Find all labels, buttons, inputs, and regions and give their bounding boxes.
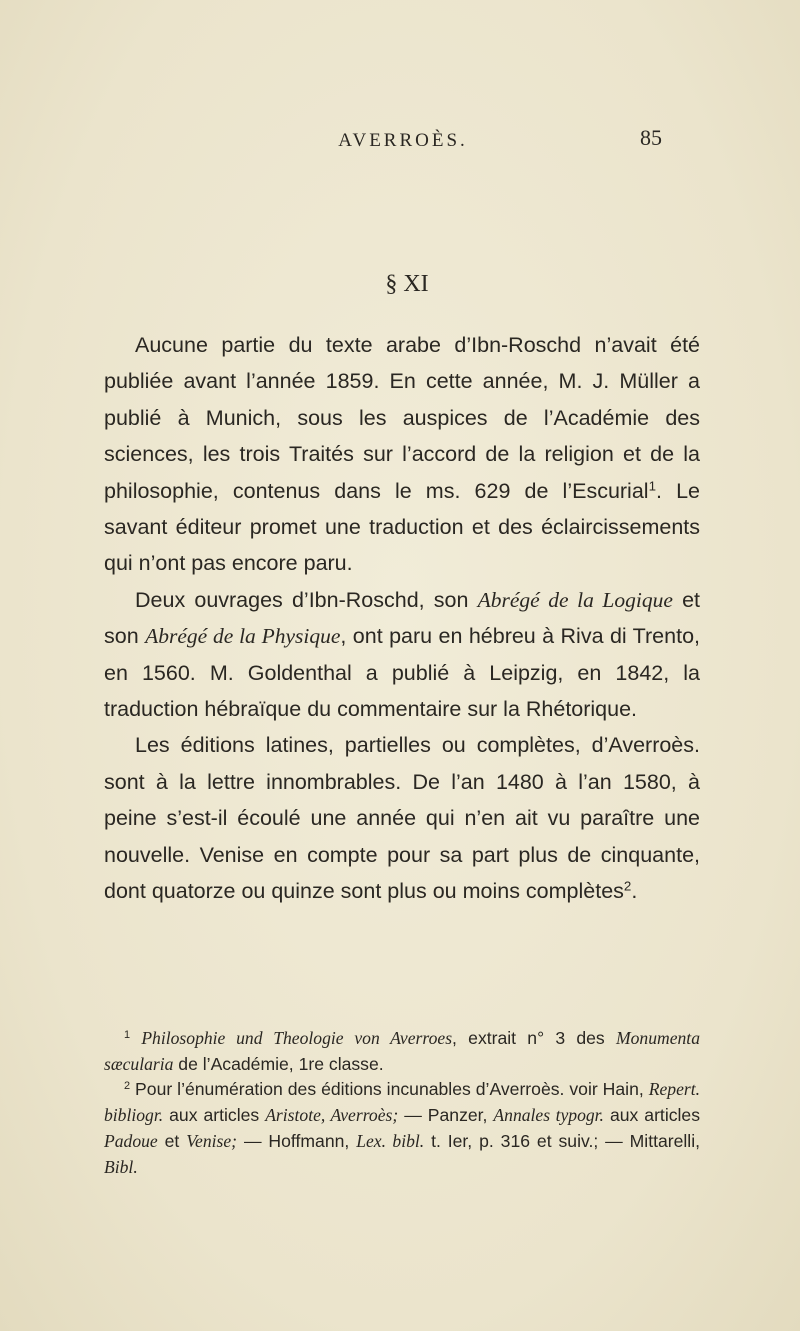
footnote-2-ref-hoffmann: Lex. bibl.	[356, 1131, 425, 1151]
footnote-2-text-e: et	[157, 1131, 187, 1151]
footnote-1-title: Philosophie und Theologie von Averroes	[141, 1028, 453, 1048]
footnote-2-ref-bibl: Bibl.	[104, 1157, 138, 1177]
page-number: 85	[640, 125, 662, 150]
footnote-2-ref-venise: Venise;	[186, 1131, 238, 1151]
footnote-1	[104, 1025, 700, 1077]
footnote-2-ref-padoue: Padoue	[104, 1131, 158, 1151]
paragraph-3	[104, 727, 700, 909]
paragraph-1-end: . Le savant éditeur promet une traduction et des éclaircissements qui n’ont pas encore paru.	[104, 478, 700, 576]
running-head: AVERROÈS.	[338, 130, 468, 151]
footnote-2-text-a: Pour l’énumération des éditions incunables d’Averroès. voir Hain,	[135, 1079, 649, 1099]
section-title: § XI	[385, 271, 429, 297]
book-title-logique: Abrégé de la Logique	[477, 587, 673, 612]
footnote-1-text-b: de l’Académie, 1re classe.	[173, 1054, 384, 1074]
footnote-2	[104, 1076, 700, 1180]
footnote-2-text-f: — Hoffmann,	[237, 1131, 357, 1151]
footnote-1-title2: Monumenta sæcularia	[104, 1028, 700, 1074]
body-text	[104, 327, 700, 910]
footnote-2-ref-panzer: Annales typogr.	[493, 1105, 604, 1125]
paragraph-1-text: Aucune partie du texte arabe d’Ibn-Roschd n’avait été publiée avant l’année 1859. En cette année, M. J. Müller a publié à Munich, sous les auspices de l’Académie des sciences, les trois Traités sur l’accord de la religion et de la philosophie, contenus dans le ms. 629 de l’Escurial	[104, 333, 700, 503]
footnote-2-ref-articles: Aristote, Averroès;	[265, 1105, 399, 1125]
footnote-ref-2: 2	[623, 878, 632, 894]
footnote-2-text-c: — Panzer,	[398, 1105, 494, 1125]
footnote-2-ref-hain: Repert. bibliogr.	[104, 1079, 701, 1125]
footnote-2-mark: 2	[124, 1080, 131, 1092]
paragraph-1	[104, 327, 700, 582]
paragraph-2-start: Deux ouvrages d’Ibn-Roschd, son	[135, 587, 478, 612]
footnote-2-text-b: aux articles	[163, 1105, 266, 1125]
footnote-2-text-g: t. Ier, p. 316 et suiv.; — Mittarelli,	[424, 1131, 701, 1151]
footnote-ref-1: 1	[648, 478, 656, 494]
paragraph-2-end: , ont paru en hébreu à Riva di Trento, en 1560. M. Goldenthal a publié à Leipzig, en 1842, la traduction hébraïque du commentaire sur la Rhétorique.	[104, 624, 701, 722]
footnote-1-text-a: , extrait n° 3 des	[452, 1028, 616, 1048]
paragraph-3-text: Les éditions latines, partielles ou complètes, d’Averroès. sont à la lettre innombrables. De l’an 1480 à l’an 1580, à peine s’est-il écoulé une année qui n’en ait vu paraître une nouvelle. Venise en compte pour sa part plus de cinquante, dont quatorze ou quinze sont plus ou moins complètes	[104, 733, 700, 904]
paragraph-2-mid: et son	[104, 587, 701, 649]
paragraph-3-end: .	[631, 879, 638, 904]
book-title-physique: Abrégé de la Physique	[145, 624, 341, 649]
paragraph-2	[104, 582, 700, 728]
footnote-1-mark: 1	[124, 1029, 131, 1041]
footnote-2-text-d: aux articles	[603, 1105, 701, 1125]
